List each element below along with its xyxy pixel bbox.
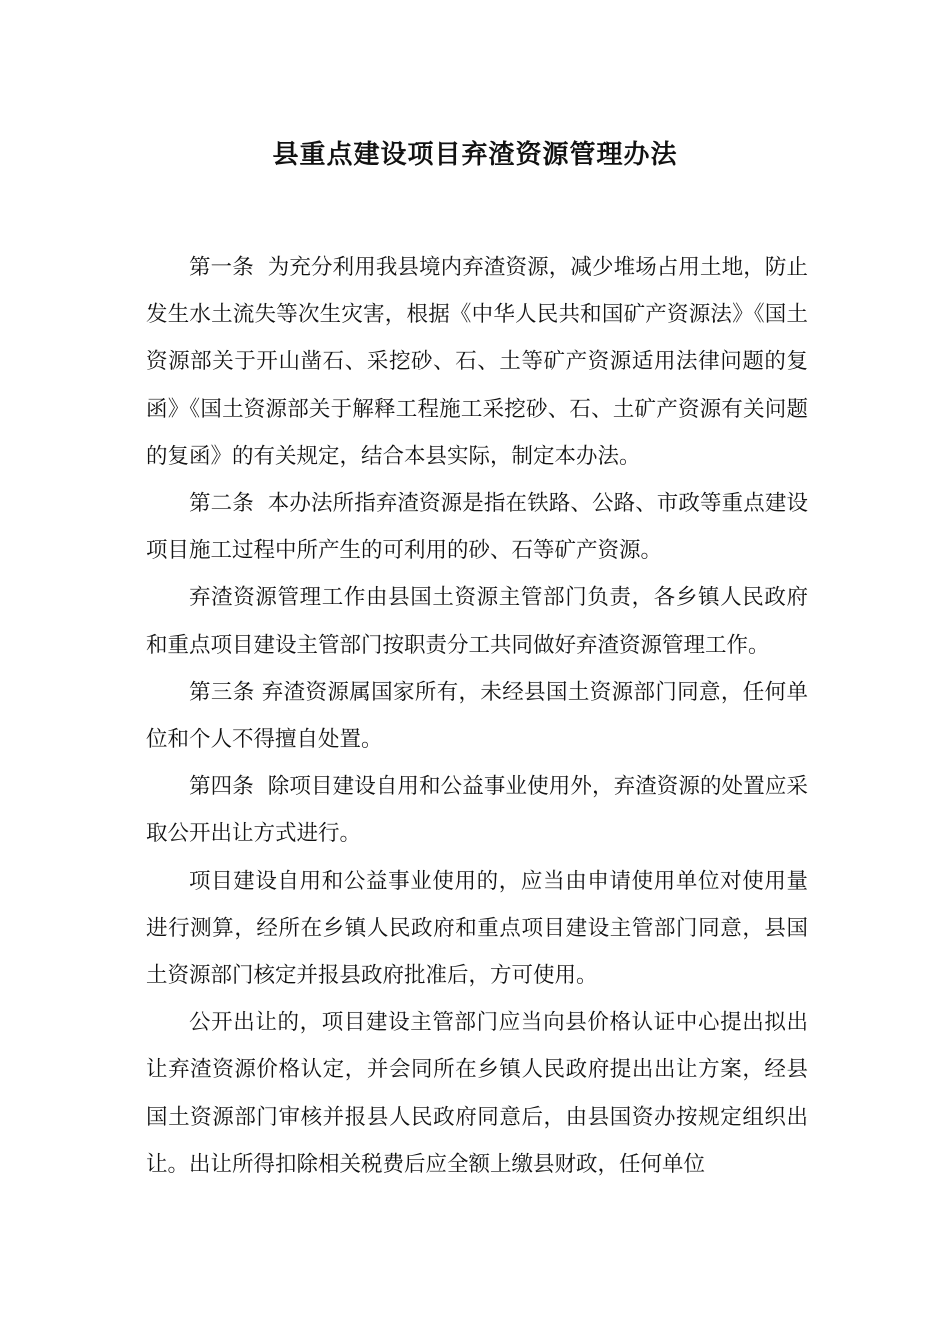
paragraph-article-4-public-transfer: 公开出让的，项目建设主管部门应当向县价格认证中心提出拟出让弃渣资源价格认定，并会同所在乡镇人民政府提出出让方案，经县国土资源部门审核并报县人民政府同意后，由县国资办按规定组织出让。出让所得扣除相关税费后应全额上缴县财政，任何单位 xyxy=(146,1010,808,1177)
paragraph-article-3: 第三条 弃渣资源属国家所有，未经县国土资源部门同意，任何单位和个人不得擅自处置。 xyxy=(146,679,808,753)
paragraph-article-4-self-use: 项目建设自用和公益事业使用的，应当由申请使用单位对使用量进行测算，经所在乡镇人民政府和重点项目建设主管部门同意，县国土资源部门核定并报县政府批准后，方可使用。 xyxy=(146,868,808,989)
paragraph-article-4: 第四条 除项目建设自用和公益事业使用外，弃渣资源的处置应采取公开出让方式进行。 xyxy=(146,774,808,847)
document-body xyxy=(146,244,808,1188)
paragraph-article-2: 第二条 本办法所指弃渣资源是指在铁路、公路、市政等重点建设项目施工过程中所产生的可利用的砂、石等矿产资源。 xyxy=(146,491,808,564)
paragraph-article-1: 第一条 为充分利用我县境内弃渣资源，减少堆场占用土地，防止发生水土流失等次生灾害，根据《中华人民共和国矿产资源法》《国土资源部关于开山凿石、采挖砂、石、土等矿产资源适用法律问题的复函》《国土资源部关于解释工程施工采挖砂、石、土矿产资源有关问题的复函》的有关规定，结合本县实际，制定本办法。 xyxy=(146,255,808,469)
document-title: 县重点建设项目弃渣资源管理办法 xyxy=(272,140,678,170)
paragraph-article-2-responsibility: 弃渣资源管理工作由县国土资源主管部门负责，各乡镇人民政府和重点项目建设主管部门按职责分工共同做好弃渣资源管理工作。 xyxy=(146,585,808,658)
